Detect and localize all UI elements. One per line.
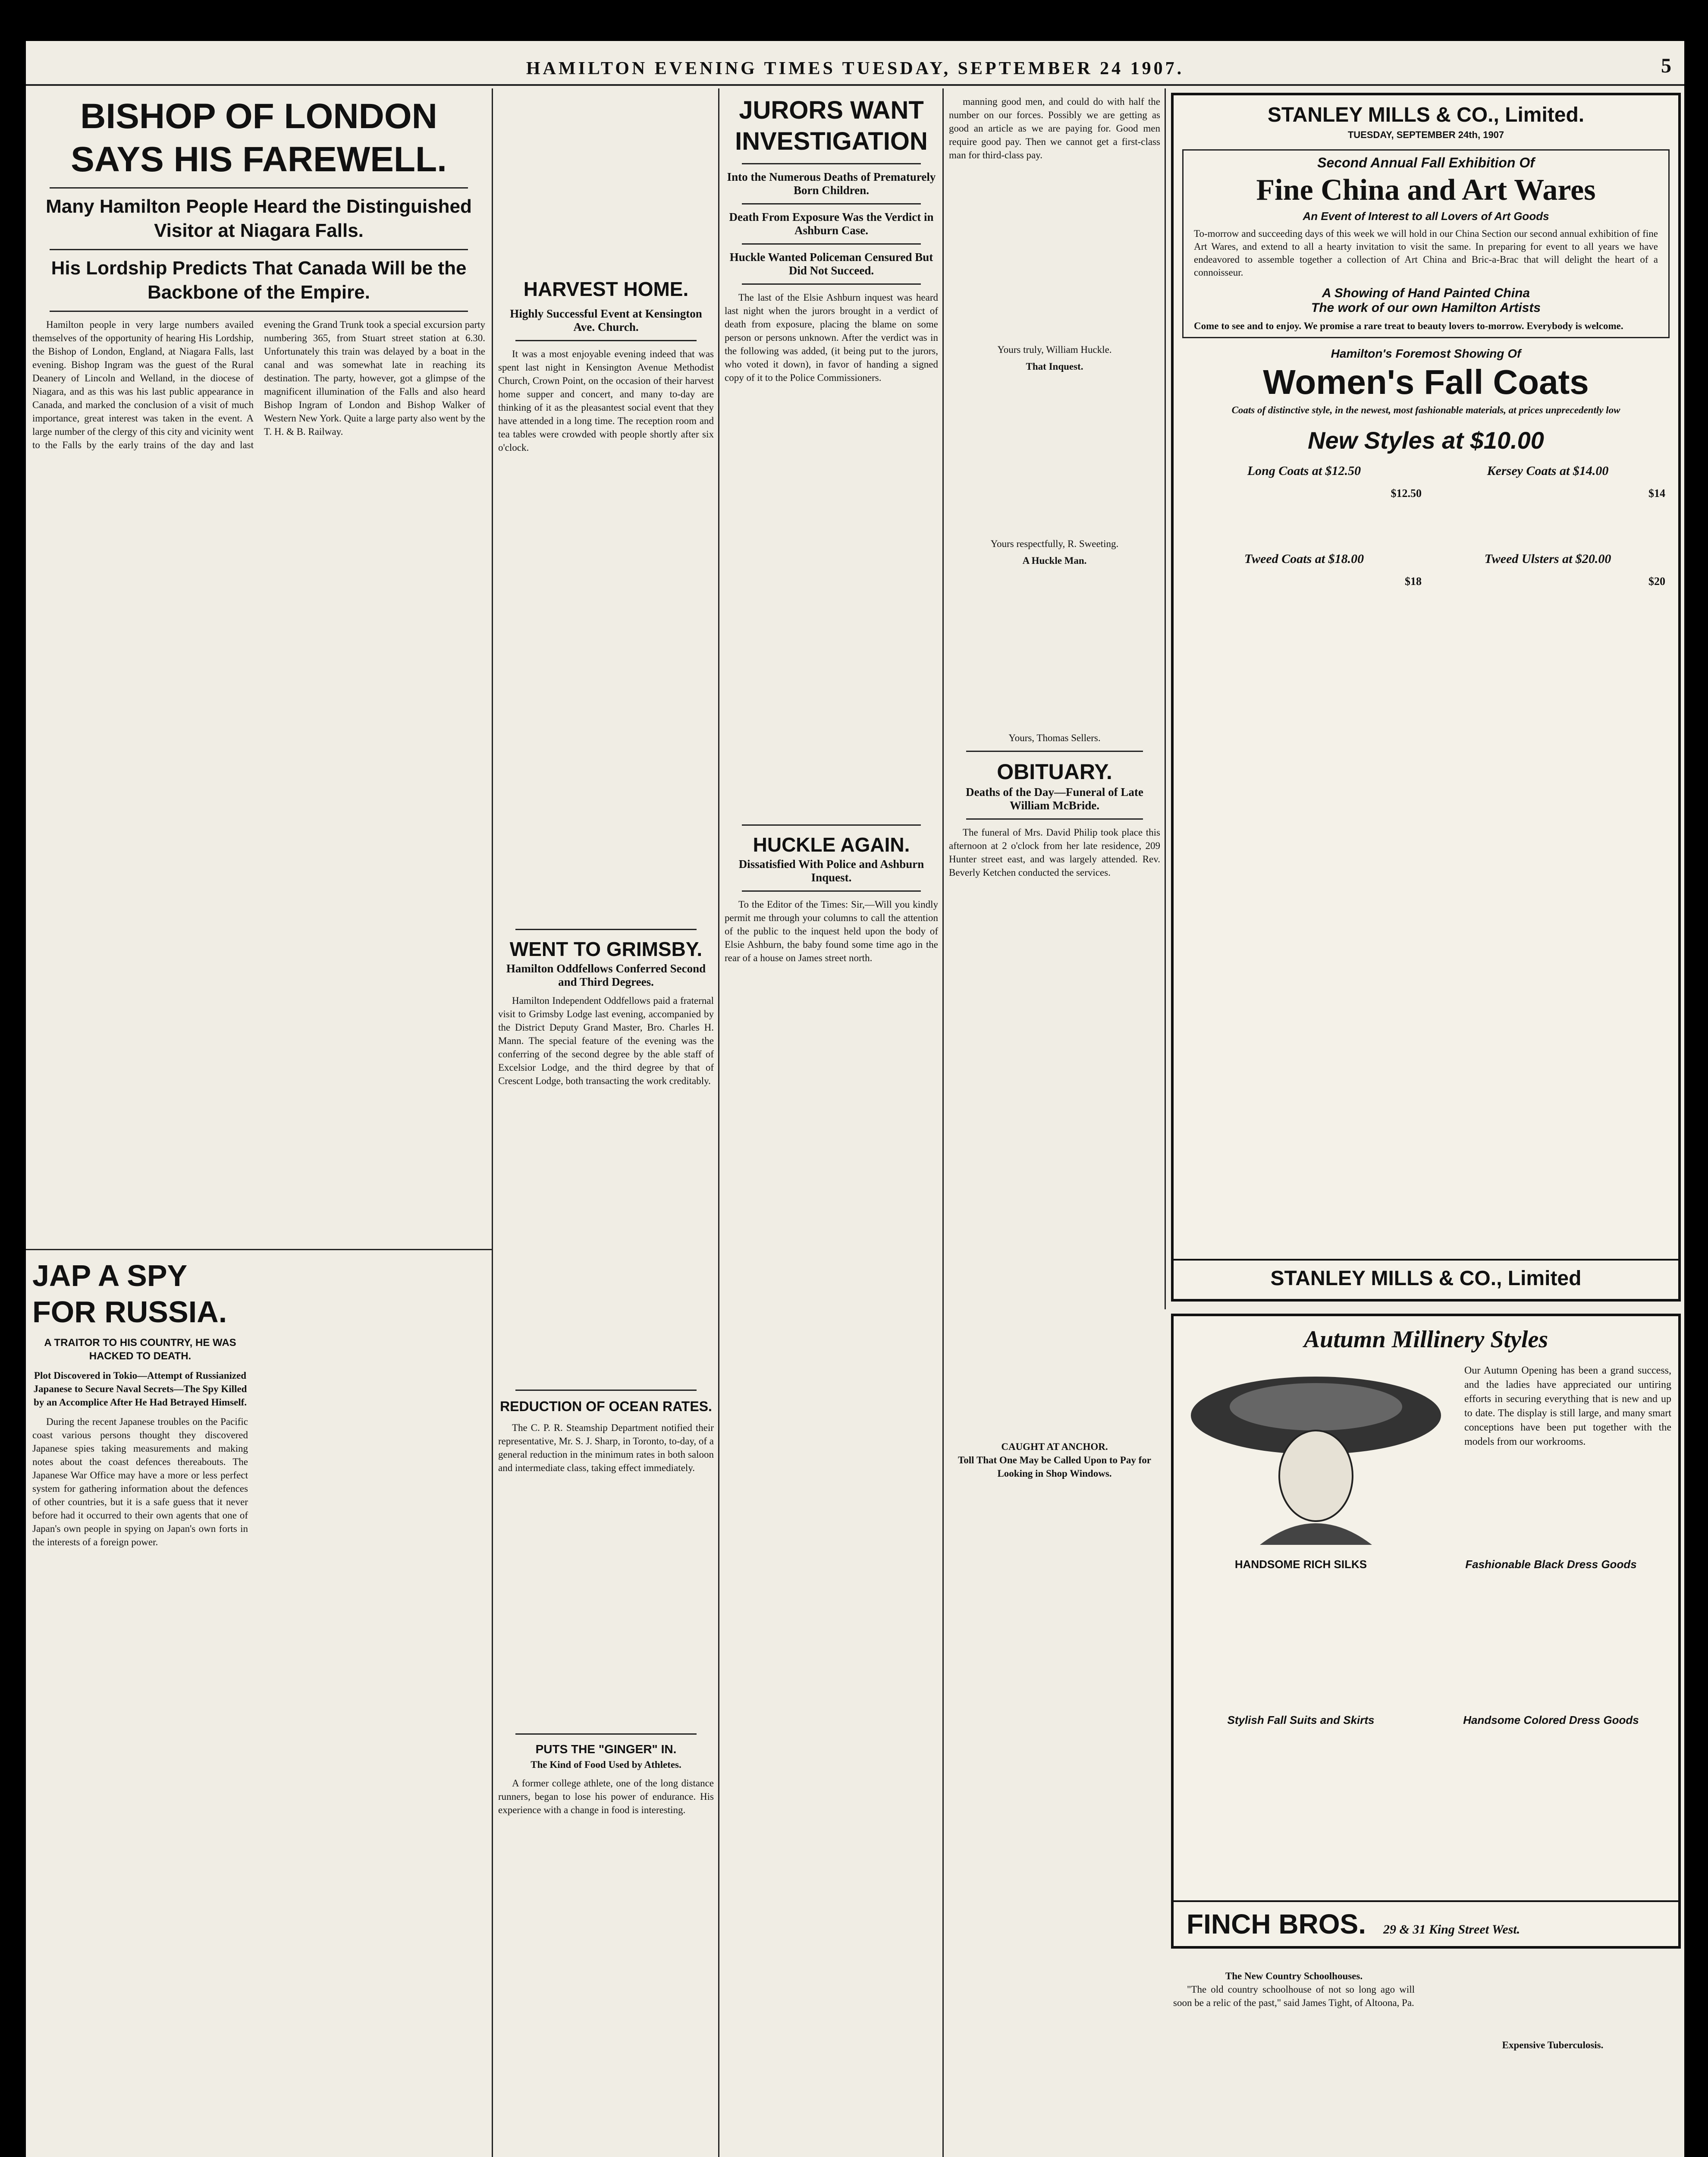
jurors-deck: Huckle Wanted Policeman Censured But Did Not Succeed. — [729, 251, 933, 277]
huckle-deck: Dissatisfied With Police and Ashburn Inquest. — [738, 858, 924, 884]
coat-item: Kersey Coats at $14.00 — [1487, 464, 1609, 478]
letter-signature: Yours truly, William Huckle. — [997, 344, 1112, 355]
harvest-body: It was a most enjoyable evening indeed that was spent last night in Kensington Avenue Methodist Church, Crown Point, on the occasion of their harvest home supper and concert, and many to-day are thinking of it as the pleasantest social event that they have attended in a long time. The reception room and tea tables were crowded with people shortly after six o'clock. — [498, 349, 714, 453]
grimsby-deck: Hamilton Oddfellows Conferred Second and Third Degrees. — [506, 962, 706, 988]
column-rule — [492, 88, 493, 2157]
schoolhouse-subhead: The New Country Schoolhouses. — [1225, 1971, 1363, 1981]
bishop-headline: BISHOP OF LONDON SAYS HIS FAREWELL. — [71, 97, 447, 179]
lady-hat-illustration — [1182, 1364, 1450, 1545]
header-rule — [26, 84, 1684, 86]
schoolhouse-body: "The old country schoolhouse of not so long ago will soon be a relic of the past," said James Tight, of Altoona, Pa. — [1173, 1984, 1415, 2008]
millinery-title: Autumn Millinery Styles — [1303, 1326, 1548, 1353]
letter-signature: Yours, Thomas Sellers. — [1008, 733, 1101, 743]
divider — [742, 890, 921, 892]
divider — [966, 751, 1143, 752]
colored-goods-head: Handsome Colored Dress Goods — [1463, 1714, 1639, 1726]
stanley-mills-footer: STANLEY MILLS & CO., Limited — [1174, 1259, 1678, 1290]
coat-price: $18 — [1405, 575, 1422, 588]
bishop-body: Hamilton people in very large numbers availed themselves of the opportunity of hearing His Lordship, the Bishop of London, England, at Niagara Falls, last evening. Bishop Ingram was the guest of the Rural Deanery of Lincoln and Welland, in the diocese of Niagara, and as this was his last public appearance in Canada, and marked the conclusion of a visit of much importance, great interest was taken in the event. A large number of the clergy of this city and vicinity went to the Falls by the early trains of the day and last evening the Grand Trunk took a special excursion party numbering 365, from Stuart street station at 6.30. Unfortunately this train was delayed by a boat in the canal and was somewhat late in reaching its destination. The party, however, got a glimpse of the magnificent illumination of the Falls and also heard Bishop Ingram of London and Bishop Walker of Western New York. Quite a large party also went by the T. H. & B. Railway. — [32, 319, 485, 450]
letter-signature: Yours respectfully, R. Sweeting. — [990, 538, 1119, 549]
black-goods-head: Fashionable Black Dress Goods — [1465, 1558, 1637, 1571]
obituary-deck: Deaths of the Day—Funeral of Late William McBride. — [966, 786, 1143, 812]
letter-subhead: A Huckle Man. — [1022, 555, 1087, 566]
divider — [515, 1390, 697, 1391]
new-styles: New Styles at $10.00 — [1308, 427, 1544, 454]
coat-item: Long Coats at $12.50 — [1247, 464, 1361, 478]
jap-spy-headline: JAP A SPY FOR RUSSIA. — [32, 1259, 227, 1329]
china-sub: The work of our own Hamilton Artists — [1311, 301, 1541, 315]
finch-bros-name: FINCH BROS. — [1187, 1909, 1366, 1940]
china-sub: A Showing of Hand Painted China — [1322, 286, 1530, 300]
jurors-body: The last of the Elsie Ashburn inquest was heard last night when the jurors brought in a verdict of death from exposure, placing the blame on some person or persons unknown. After the verdict was in the following was added, (it being put to the jurors, who voted it down), in favor of handing a signed copy of it to the Police Commissioners. — [725, 292, 938, 383]
caught-anchor-deck: Toll That One May be Called Upon to Pay for Looking in Shop Windows. — [958, 1455, 1151, 1479]
millinery-ad — [1171, 1314, 1681, 1949]
obituary-body: The funeral of Mrs. David Philip took place this afternoon at 2 o'clock from her late residence, 209 Hunter street east, and was largely attended. Rev. Beverly Ketchen conducted the services. — [949, 827, 1160, 878]
bishop-deck: Many Hamilton People Heard the Distinguished Visitor at Niagara Falls. — [46, 196, 472, 241]
coat-items — [1174, 464, 1678, 588]
column-rule — [718, 88, 719, 2157]
section-rule — [26, 1249, 492, 1250]
coat-price: $12.50 — [1391, 487, 1422, 500]
schoolhouse-article — [1173, 1952, 1673, 2157]
page-number: 5 — [1661, 54, 1671, 77]
ginger-deck: The Kind of Food Used by Athletes. — [531, 1759, 681, 1770]
fall-coats-tagline: Coats of distinctive style, in the newest, most fashionable materials, at prices unprecedently low — [1231, 405, 1620, 415]
silks-head: HANDSOME RICH SILKS — [1234, 1558, 1367, 1571]
ginger-headline: PUTS THE "GINGER" IN. — [535, 1742, 677, 1756]
stanley-mills-ad — [1171, 93, 1681, 1302]
millinery-columns — [1182, 1558, 1670, 1727]
finch-bros-footer — [1174, 1900, 1678, 1940]
china-heading: Second Annual Fall Exhibition Of — [1317, 155, 1535, 170]
huckle-body: To the Editor of the Times: Sir,—Will you kindly permit me through your columns to call the attention of the public to the inquest held upon the body of Elsie Ashburn, the baby found some time ago in the rear of a house on James street north. — [725, 899, 938, 963]
divider — [515, 1733, 697, 1735]
china-tagline: An Event of Interest to all Lovers of Art Goods — [1303, 210, 1549, 223]
coat-item: Tweed Coats at $18.00 — [1244, 552, 1364, 566]
column-five — [949, 95, 1160, 2157]
divider — [742, 824, 921, 826]
column-rule — [1165, 88, 1166, 1309]
coat-item: Tweed Ulsters at $20.00 — [1484, 552, 1611, 566]
jap-spy-article — [32, 1258, 485, 2157]
divider — [742, 203, 921, 204]
coat-price: $20 — [1648, 575, 1665, 588]
divider — [966, 818, 1143, 820]
stanley-mills-name: STANLEY MILLS & CO., Limited. — [1267, 104, 1585, 126]
suits-head: Stylish Fall Suits and Skirts — [1227, 1714, 1375, 1726]
grimsby-headline: WENT TO GRIMSBY. — [509, 938, 703, 960]
bishop-article — [32, 95, 485, 1242]
ocean-headline: REDUCTION OF OCEAN RATES. — [500, 1399, 712, 1414]
ginger-body: A former college athlete, one of the long distance runners, began to lose his power of endurance. His experience with a change in food is interesting. — [498, 1778, 714, 1815]
china-exhibit-box — [1182, 149, 1670, 338]
divider — [742, 283, 921, 285]
ocean-body: The C. P. R. Steamship Department notified their representative, Mr. S. J. Sharp, in Toronto, to-day, of a general reduction in the minimum rates in both saloon and intermediate class, taking effect immediately. — [498, 1422, 714, 1473]
china-body: To-morrow and succeeding days of this week we will hold in our China Section our second annual exhibition of fine Art Wares, and extend to all a hearty invitation to visit the same. In preparing for event to all years we have endeavored to assemble together a collection of Art China and Bric-a-Brac that will delight the heart of a connoisseur. — [1194, 228, 1658, 278]
jurors-deck: Death From Exposure Was the Verdict in Ashburn Case. — [729, 211, 934, 237]
column-rule — [942, 88, 944, 2157]
finch-bros-address: 29 & 31 King Street West. — [1383, 1922, 1520, 1937]
jap-spy-subdeck: Plot Discovered in Tokio—Attempt of Russianized Japanese to Secure Naval Secrets—The Spy Killed by an Accomplice After He Had Betrayed Himself. — [33, 1370, 247, 1408]
millinery-body: Our Autumn Opening has been a grand success, and the ladies have appreciated our untiring efforts in securing everything that is new and up to date. The display is still large, and many smart conceptions have been put together with the models from our workrooms. — [1464, 1365, 1671, 1447]
masthead: HAMILTON EVENING TIMES TUESDAY, SEPTEMBER 24 1907. — [526, 59, 1184, 79]
stanley-mills-date: TUESDAY, SEPTEMBER 24th, 1907 — [1347, 129, 1504, 140]
jurors-deck: Into the Numerous Deaths of Prematurely Born Children. — [727, 170, 936, 197]
letters-body: manning good men, and could do with half the number on our forces. Possibly we are getting as good an article as we are paying for. Good men require good pay. Then we cannot get a first-class man for third-class pay. — [949, 96, 1160, 160]
letter-subhead: That Inquest. — [1026, 361, 1083, 372]
coat-price: $14 — [1648, 487, 1665, 500]
divider — [50, 311, 468, 312]
china-title: Fine China and Art Wares — [1256, 173, 1596, 207]
newspaper-page — [26, 41, 1684, 2157]
caught-anchor-subhead: CAUGHT AT ANCHOR. — [1001, 1441, 1108, 1452]
china-closing: Come to see and to enjoy. We promise a rare treat to beauty lovers to-morrow. Everybody is welcome. — [1194, 321, 1623, 331]
jurors-headline: JURORS WANT INVESTIGATION — [735, 96, 928, 155]
harvest-headline: HARVEST HOME. — [523, 278, 689, 300]
bishop-deck: His Lordship Predicts That Canada Will be the Backbone of the Empire. — [51, 258, 467, 303]
divider — [50, 187, 468, 189]
fall-coats-title: Women's Fall Coats — [1263, 363, 1589, 401]
divider — [515, 929, 697, 930]
grimsby-body: Hamilton Independent Oddfellows paid a fraternal visit to Grimsby Lodge last evening, accompanied by the District Deputy Grand Master, Bro. Charles H. Mann. The special feature of the evening was the conferring of the second degree by the able staff of Excelsior Lodge, and the third degree by that of Crescent Lodge, both transacting the work creditably. — [498, 995, 714, 1086]
tuberculosis-subhead: Expensive Tuberculosis. — [1502, 2040, 1604, 2050]
divider — [515, 340, 697, 341]
column-four — [725, 95, 938, 2157]
jap-spy-body: During the recent Japanese troubles on the Pacific coast various persons thought they discovered Japanese spies taking measurements and making notes about the coast defences thereabouts. The Japanese War Office may have a more or less perfect system for gathering information about the defences of other countries, but it is a safe guess that it never before had it occurred to their own agents that one of Japan's own people in spying on Japan's own forts in the interests of a foreign power. — [32, 1416, 248, 1547]
obituary-headline: OBITUARY. — [997, 760, 1112, 784]
fall-coats-kicker: Hamilton's Foremost Showing Of — [1331, 347, 1521, 360]
jap-spy-deck: A TRAITOR TO HIS COUNTRY, HE WAS HACKED TO DEATH. — [44, 1337, 236, 1362]
divider — [742, 243, 921, 245]
harvest-deck: Highly Successful Event at Kensington Ave. Church. — [510, 307, 702, 333]
huckle-headline: HUCKLE AGAIN. — [753, 833, 910, 856]
divider — [50, 249, 468, 250]
column-three — [498, 95, 714, 2157]
divider — [742, 163, 921, 164]
